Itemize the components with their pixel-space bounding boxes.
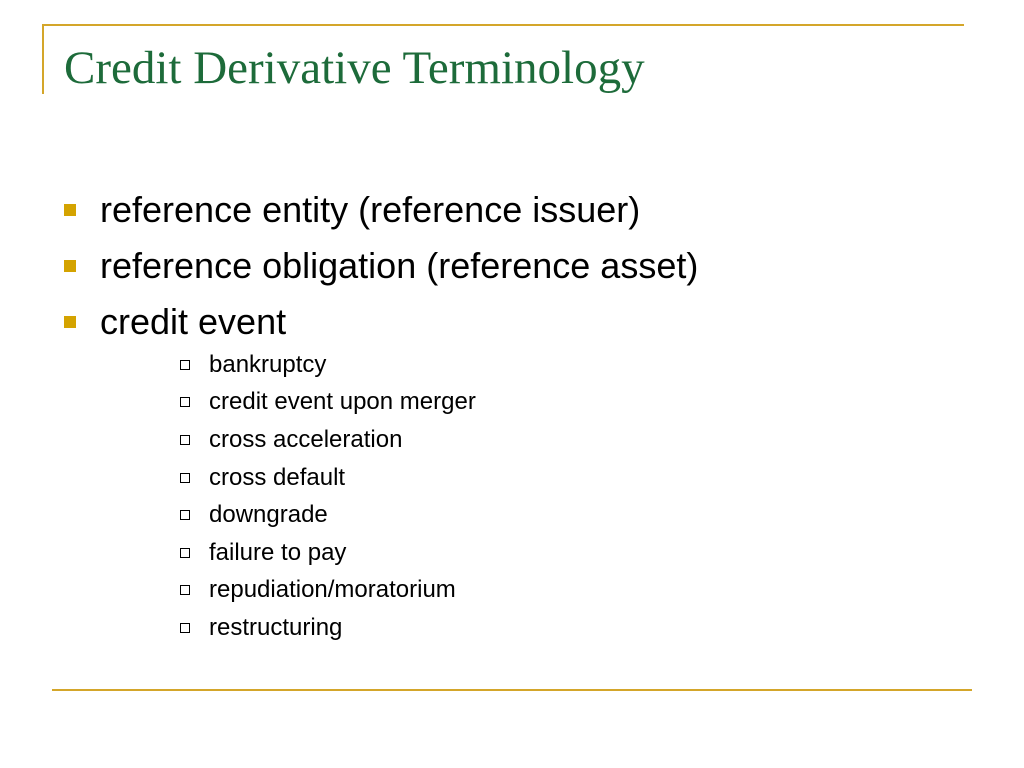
bullet-text: reference entity (reference issuer) [100, 189, 641, 230]
frame-left-line [42, 24, 44, 94]
hollow-square-bullet-icon [180, 548, 190, 558]
sub-bullet-list [180, 346, 476, 647]
frame-bottom-line [52, 689, 972, 691]
slide-title: Credit Derivative Terminology [64, 42, 645, 94]
sub-bullet-item [180, 609, 476, 647]
hollow-square-bullet-icon [180, 397, 190, 407]
hollow-square-bullet-icon [180, 473, 190, 483]
sub-bullet-item [180, 421, 476, 459]
sub-bullet-text: credit event upon merger [209, 388, 476, 416]
sub-bullet-item [180, 459, 476, 497]
hollow-square-bullet-icon [180, 360, 190, 370]
bullet-item [64, 182, 964, 238]
frame-top-line [42, 24, 964, 26]
sub-bullet-text: restructuring [209, 613, 343, 641]
bullet-list [64, 182, 964, 350]
square-bullet-icon [64, 316, 76, 328]
hollow-square-bullet-icon [180, 585, 190, 595]
square-bullet-icon [64, 204, 76, 216]
sub-bullet-text: cross acceleration [209, 425, 403, 453]
sub-bullet-item [180, 534, 476, 572]
bullet-text: reference obligation (reference asset) [100, 245, 699, 286]
sub-bullet-item [180, 496, 476, 534]
sub-bullet-text: bankruptcy [209, 350, 327, 378]
bullet-item [64, 294, 964, 350]
sub-bullet-text: failure to pay [209, 538, 347, 566]
hollow-square-bullet-icon [180, 623, 190, 633]
sub-bullet-text: downgrade [209, 501, 328, 529]
sub-bullet-item [180, 346, 476, 384]
sub-bullet-item [180, 384, 476, 422]
bullet-text: credit event [100, 301, 287, 342]
square-bullet-icon [64, 260, 76, 272]
sub-bullet-text: cross default [209, 463, 346, 491]
bullet-item [64, 238, 964, 294]
hollow-square-bullet-icon [180, 435, 190, 445]
hollow-square-bullet-icon [180, 510, 190, 520]
sub-bullet-item [180, 572, 476, 610]
sub-bullet-text: repudiation/moratorium [209, 576, 456, 604]
